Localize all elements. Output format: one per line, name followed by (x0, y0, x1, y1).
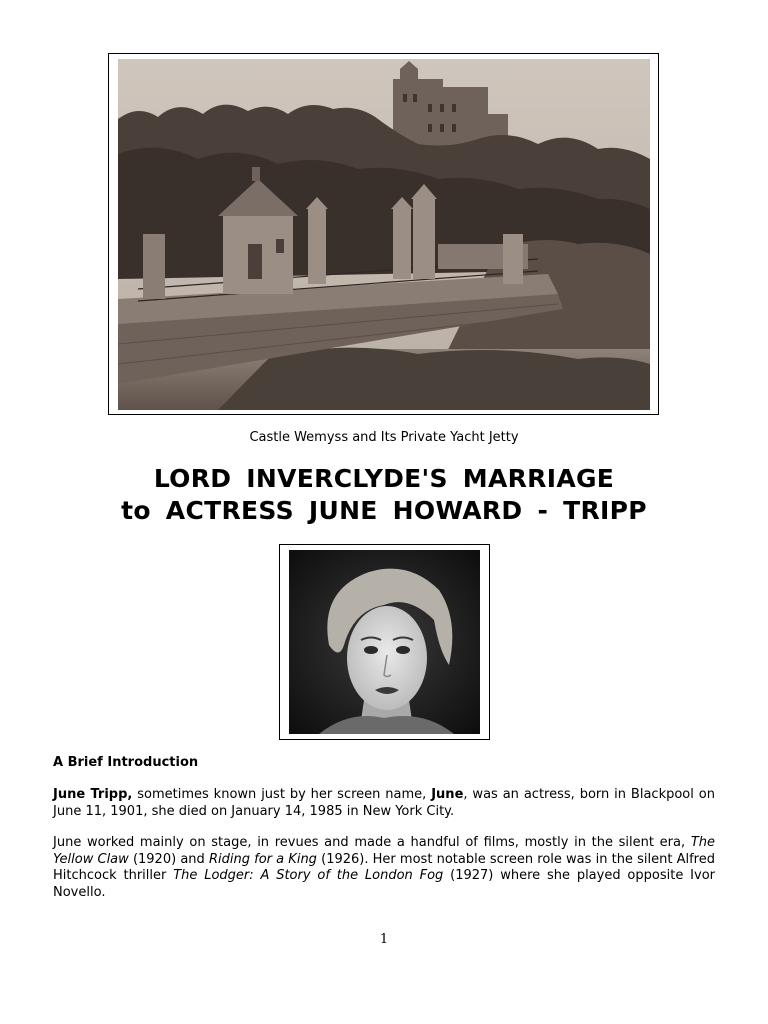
portrait-frame (279, 544, 490, 740)
june-tripp-portrait (289, 550, 480, 734)
film-title: The Lodger: A Story of the London Fog (173, 868, 444, 883)
castle-photo-frame (108, 53, 659, 415)
title-line-2: to ACTRESS JUNE HOWARD - TRIPP (121, 496, 647, 525)
intro-paragraph-1: June Tripp, sometimes known just by her screen name, June, was an actress, born in Blackpool on June 11, 1901, she died on January 14, 1985 in New York City. (53, 787, 715, 819)
title-line-1: LORD INVERCLYDE'S MARRIAGE (153, 464, 615, 493)
name-june: June (431, 787, 464, 802)
film-title: Riding for a King (208, 851, 317, 867)
intro-paragraph-2: June worked mainly on stage, in revues and made a handful of films, mostly in the silent era, The Yellow Claw (1920) and Riding for a King (1926). Her most notable screen role was in the silent Alfred Hitchcock thriller The Lodger: A Story of the London Fog (1927) where she played opposite Ivor Novello. (53, 835, 715, 900)
film-title: The Yellow Claw (53, 835, 715, 867)
name-june-tripp: June Tripp, (53, 787, 133, 802)
page-title (0, 463, 768, 527)
section-heading: A Brief Introduction (53, 755, 199, 770)
page-number: 1 (379, 932, 389, 947)
photo-caption: Castle Wemyss and Its Private Yacht Jetty (249, 430, 519, 445)
castle-wemyss-photo (118, 59, 650, 410)
